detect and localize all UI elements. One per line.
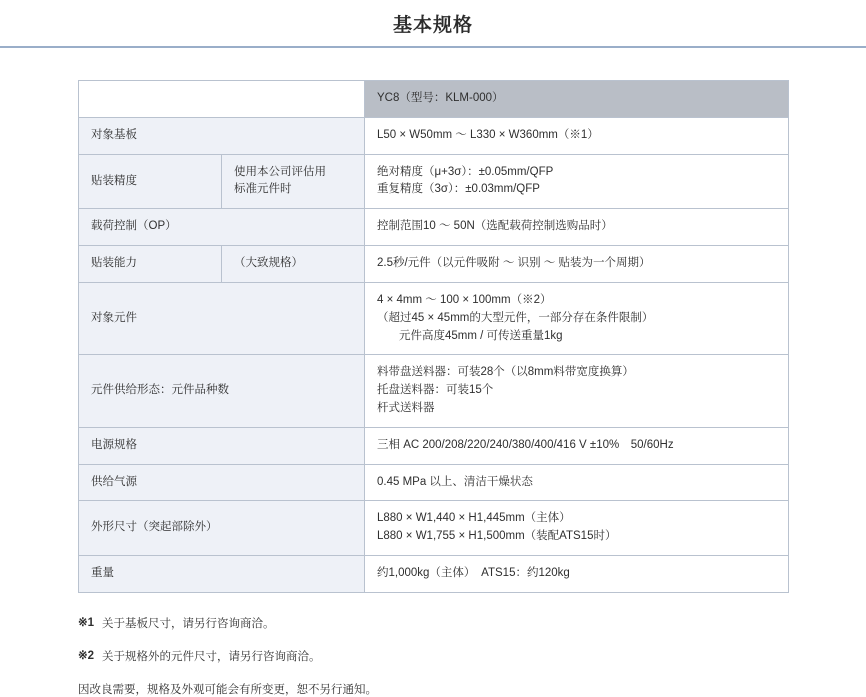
table-header-row: [79, 81, 789, 118]
row-label-cell: 贴装精度: [79, 154, 222, 209]
row-label-cell: 元件供给形态：元件品种数: [79, 355, 365, 427]
row-value-line: 约1,000kg（主体） ATS15：约120kg: [377, 567, 570, 579]
row-value-cell: [365, 556, 789, 593]
footer-note: 因改良需要，规格及外观可能会有所变更，恕不另行通知。: [78, 683, 377, 696]
row-value-line: L50 × W50mm ～ L330 × W360mm（※1）: [377, 128, 599, 141]
table-row: [79, 282, 789, 354]
header-spacer-cell: [79, 81, 365, 118]
row-value-line: （超过45 × 45mm的大型元件，一部分存在条件限制）: [377, 311, 654, 324]
row-value-line: 托盘送料器：可装15个: [377, 384, 494, 397]
row-value-line: 控制范围10 ～ 50N（选配载荷控制选购品时）: [377, 220, 613, 233]
row-value-cell: [365, 355, 789, 427]
row-sublabel-line: 标准元件时: [234, 183, 292, 196]
table-row: [79, 154, 789, 209]
row-value-line: 料带盘送料器：可装28个（以8mm料带宽度换算）: [377, 366, 634, 379]
table-row: [79, 501, 789, 556]
table-row: [79, 427, 789, 464]
row-value-line: 2.5秒/元件（以元件吸附 ～ 识别 ～ 贴装为一个周期）: [377, 257, 651, 270]
row-label-cell: 重量: [79, 556, 365, 593]
note-mark: ※2: [78, 649, 95, 662]
row-label-cell: 供给气源: [79, 464, 365, 501]
row-sublabel-line: （大致规格）: [234, 257, 303, 270]
row-value-line: L880 × W1,755 × H1,500mm（装配ATS15时）: [377, 530, 617, 543]
row-value-line: 4 × 4mm ～ 100 × 100mm（※2）: [377, 293, 552, 306]
row-value-cell: [365, 501, 789, 556]
page-title: 基本规格: [392, 14, 473, 36]
row-label-cell: 对象元件: [79, 282, 365, 354]
table-row: [79, 246, 789, 283]
row-label-cell: 对象基板: [79, 117, 365, 154]
row-label-cell: 外形尺寸（突起部除外）: [79, 501, 365, 556]
row-value-line: 三相 AC 200/208/220/240/380/400/416 V ±10% 50/60Hz: [377, 438, 674, 451]
row-label-cell: 载荷控制（OP）: [79, 209, 365, 246]
spec-table: [78, 80, 789, 593]
row-value-cell: [365, 282, 789, 354]
row-value-line: 重复精度（3σ）：±0.03mm/QFP: [377, 183, 540, 196]
table-row: [79, 556, 789, 593]
row-value-line: 0.45 MPa 以上、清洁干燥状态: [377, 475, 533, 488]
note-text: 关于规格外的元件尺寸，请另行咨询商洽。: [102, 650, 321, 663]
row-value-cell: [365, 427, 789, 464]
row-sublabel-cell: [222, 154, 365, 209]
table-row: [79, 355, 789, 427]
row-label-cell: 贴装能力: [79, 246, 222, 283]
row-sublabel-cell: [222, 246, 365, 283]
row-value-cell: [365, 209, 789, 246]
table-row: [79, 209, 789, 246]
page-header: [0, 0, 866, 48]
table-row: [79, 464, 789, 501]
spec-table-container: [0, 48, 866, 593]
row-sublabel-line: 使用本公司评估用: [234, 165, 326, 178]
spec-table-body: [79, 81, 789, 593]
notes-section: [0, 593, 866, 697]
row-value-cell: [365, 246, 789, 283]
row-value-line: L880 × W1,440 × H1,445mm（主体）: [377, 512, 571, 525]
row-value-line: 元件高度45mm / 可传送重量1kg: [399, 329, 563, 342]
note-row-2: [78, 648, 788, 664]
note-row-1: [78, 615, 788, 631]
note-mark: ※1: [78, 616, 95, 629]
row-value-line: 绝对精度（μ+3σ）：±0.05mm/QFP: [377, 165, 554, 178]
row-value-cell: [365, 154, 789, 209]
table-row: [79, 117, 789, 154]
model-header-cell: YC8（型号：KLM-000）: [365, 81, 789, 118]
row-value-cell: [365, 117, 789, 154]
note-text: 关于基板尺寸，请另行咨询商洽。: [102, 617, 275, 630]
row-label-cell: 电源规格: [79, 427, 365, 464]
row-value-line: 杆式送料器: [377, 401, 435, 414]
row-value-cell: [365, 464, 789, 501]
